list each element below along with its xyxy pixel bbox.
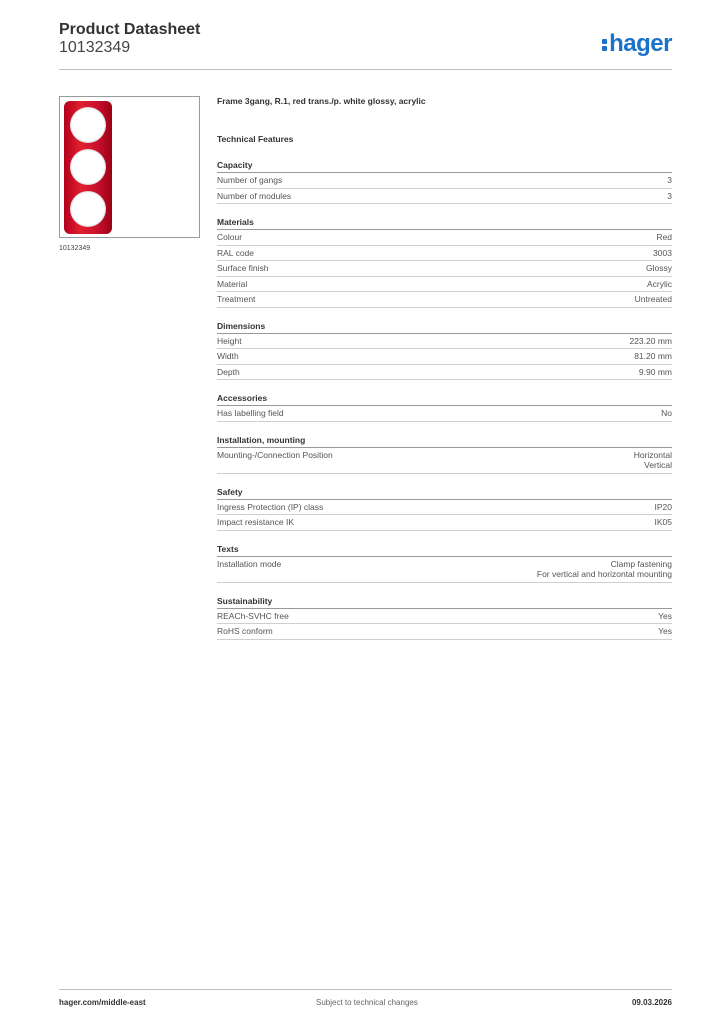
feature-section	[217, 435, 672, 474]
feature-value-line: Yes	[658, 626, 672, 636]
frame-opening-2	[70, 149, 106, 185]
feature-value	[661, 408, 672, 419]
feature-row	[217, 557, 672, 583]
feature-section	[217, 321, 672, 381]
feature-row	[217, 349, 672, 365]
section-title: Dimensions	[217, 321, 672, 334]
section-title: Safety	[217, 487, 672, 500]
feature-row	[217, 173, 672, 189]
feature-label: Installation mode	[217, 558, 282, 569]
feature-value	[658, 626, 672, 637]
feature-label: Height	[217, 335, 242, 346]
feature-value-line: IP20	[654, 501, 672, 512]
feature-value-line: 3	[667, 190, 672, 201]
feature-value-line: Horizontal	[633, 449, 672, 460]
feature-value-line: No	[661, 408, 672, 418]
feature-value	[655, 502, 673, 513]
feature-label: Treatment	[217, 294, 256, 304]
datasheet-number: 10132349	[59, 39, 131, 56]
feature-row	[217, 515, 672, 531]
section-title: Installation, mounting	[217, 435, 672, 448]
frame-opening-3	[70, 191, 106, 227]
feature-row	[217, 246, 672, 262]
section-title: Sustainability	[217, 596, 672, 609]
feature-section	[217, 217, 672, 308]
product-frame-illustration	[64, 101, 112, 234]
section-title: Materials	[217, 217, 672, 230]
feature-value	[629, 336, 672, 347]
feature-value	[653, 248, 672, 259]
feature-value-line: For vertical and horizontal mounting	[536, 569, 672, 579]
feature-sections	[217, 160, 672, 640]
feature-section	[217, 487, 672, 531]
feature-value-line: Untreated	[634, 294, 672, 304]
feature-row	[217, 277, 672, 293]
footer-website-link[interactable]: hager.com/middle-east	[59, 998, 146, 1007]
feature-value	[658, 611, 672, 622]
header-divider	[59, 69, 672, 70]
feature-label: Surface finish	[217, 263, 269, 273]
feature-value	[647, 279, 672, 290]
feature-label: Number of modules	[217, 190, 292, 201]
feature-label: Impact resistance IK	[217, 517, 295, 527]
feature-row	[217, 230, 672, 246]
feature-value-line: Glossy	[646, 263, 672, 273]
feature-row	[217, 448, 672, 474]
feature-value-line: 9.90 mm	[638, 366, 672, 377]
technical-features-heading: Technical Features	[217, 134, 294, 144]
feature-row	[217, 406, 672, 422]
feature-value	[667, 191, 672, 202]
feature-label: RoHS conform	[217, 626, 273, 636]
feature-row	[217, 500, 672, 516]
feature-row	[217, 261, 672, 277]
footer-date: 09.03.2026	[631, 998, 672, 1007]
feature-value-line: 3003	[653, 247, 672, 258]
feature-value-line: 81.20 mm	[634, 351, 672, 361]
feature-value-line: Clamp fastening	[610, 558, 672, 569]
feature-section	[217, 544, 672, 583]
feature-value	[635, 294, 672, 305]
product-image	[59, 96, 200, 238]
feature-value	[655, 517, 673, 528]
feature-row	[217, 292, 672, 308]
feature-value-line: 3	[667, 175, 672, 185]
section-title: Capacity	[217, 160, 672, 173]
feature-value	[634, 450, 672, 471]
section-title: Texts	[217, 544, 672, 557]
feature-row	[217, 624, 672, 640]
feature-section	[217, 393, 672, 422]
feature-label: Mounting-/Connection Position	[217, 449, 333, 460]
feature-value	[634, 351, 672, 362]
feature-value	[537, 559, 672, 580]
section-title: Accessories	[217, 393, 672, 406]
feature-label: Colour	[217, 232, 243, 242]
feature-value	[667, 175, 672, 186]
feature-label: Has labelling field	[217, 408, 284, 418]
logo-text: hager	[609, 30, 672, 57]
hager-logo[interactable]	[602, 30, 672, 58]
product-description: Frame 3gang, R.1, red trans./p. white glossy, acrylic	[217, 96, 426, 106]
feature-label: RAL code	[217, 247, 255, 258]
feature-row	[217, 334, 672, 350]
feature-value	[646, 263, 672, 274]
feature-label: Number of gangs	[217, 175, 283, 185]
feature-value-line: Red	[656, 232, 672, 242]
feature-value	[656, 232, 672, 243]
feature-value-line: Acrylic	[646, 278, 672, 289]
feature-section	[217, 160, 672, 204]
feature-value-line: 223.20 mm	[629, 335, 672, 346]
feature-value-line: Yes	[658, 610, 672, 621]
feature-row	[217, 609, 672, 625]
feature-row	[217, 365, 672, 381]
frame-opening-1	[70, 107, 106, 143]
feature-section	[217, 596, 672, 640]
feature-value-line: Vertical	[644, 460, 672, 470]
feature-label: Width	[217, 351, 239, 361]
feature-label: Material	[217, 278, 248, 289]
feature-label: REACh-SVHC free	[217, 610, 289, 621]
datasheet-title: Product Datasheet	[59, 21, 201, 38]
footer-notice: Subject to technical changes	[316, 998, 418, 1007]
feature-label: Depth	[217, 366, 240, 377]
feature-label: Ingress Protection (IP) class	[217, 501, 324, 512]
image-caption: 10132349	[59, 245, 91, 252]
logo-dots-icon	[602, 38, 607, 52]
feature-value-line: IK05	[654, 517, 672, 527]
main-content	[217, 96, 672, 653]
feature-value	[639, 367, 672, 378]
footer-divider	[59, 989, 672, 990]
feature-row	[217, 189, 672, 205]
